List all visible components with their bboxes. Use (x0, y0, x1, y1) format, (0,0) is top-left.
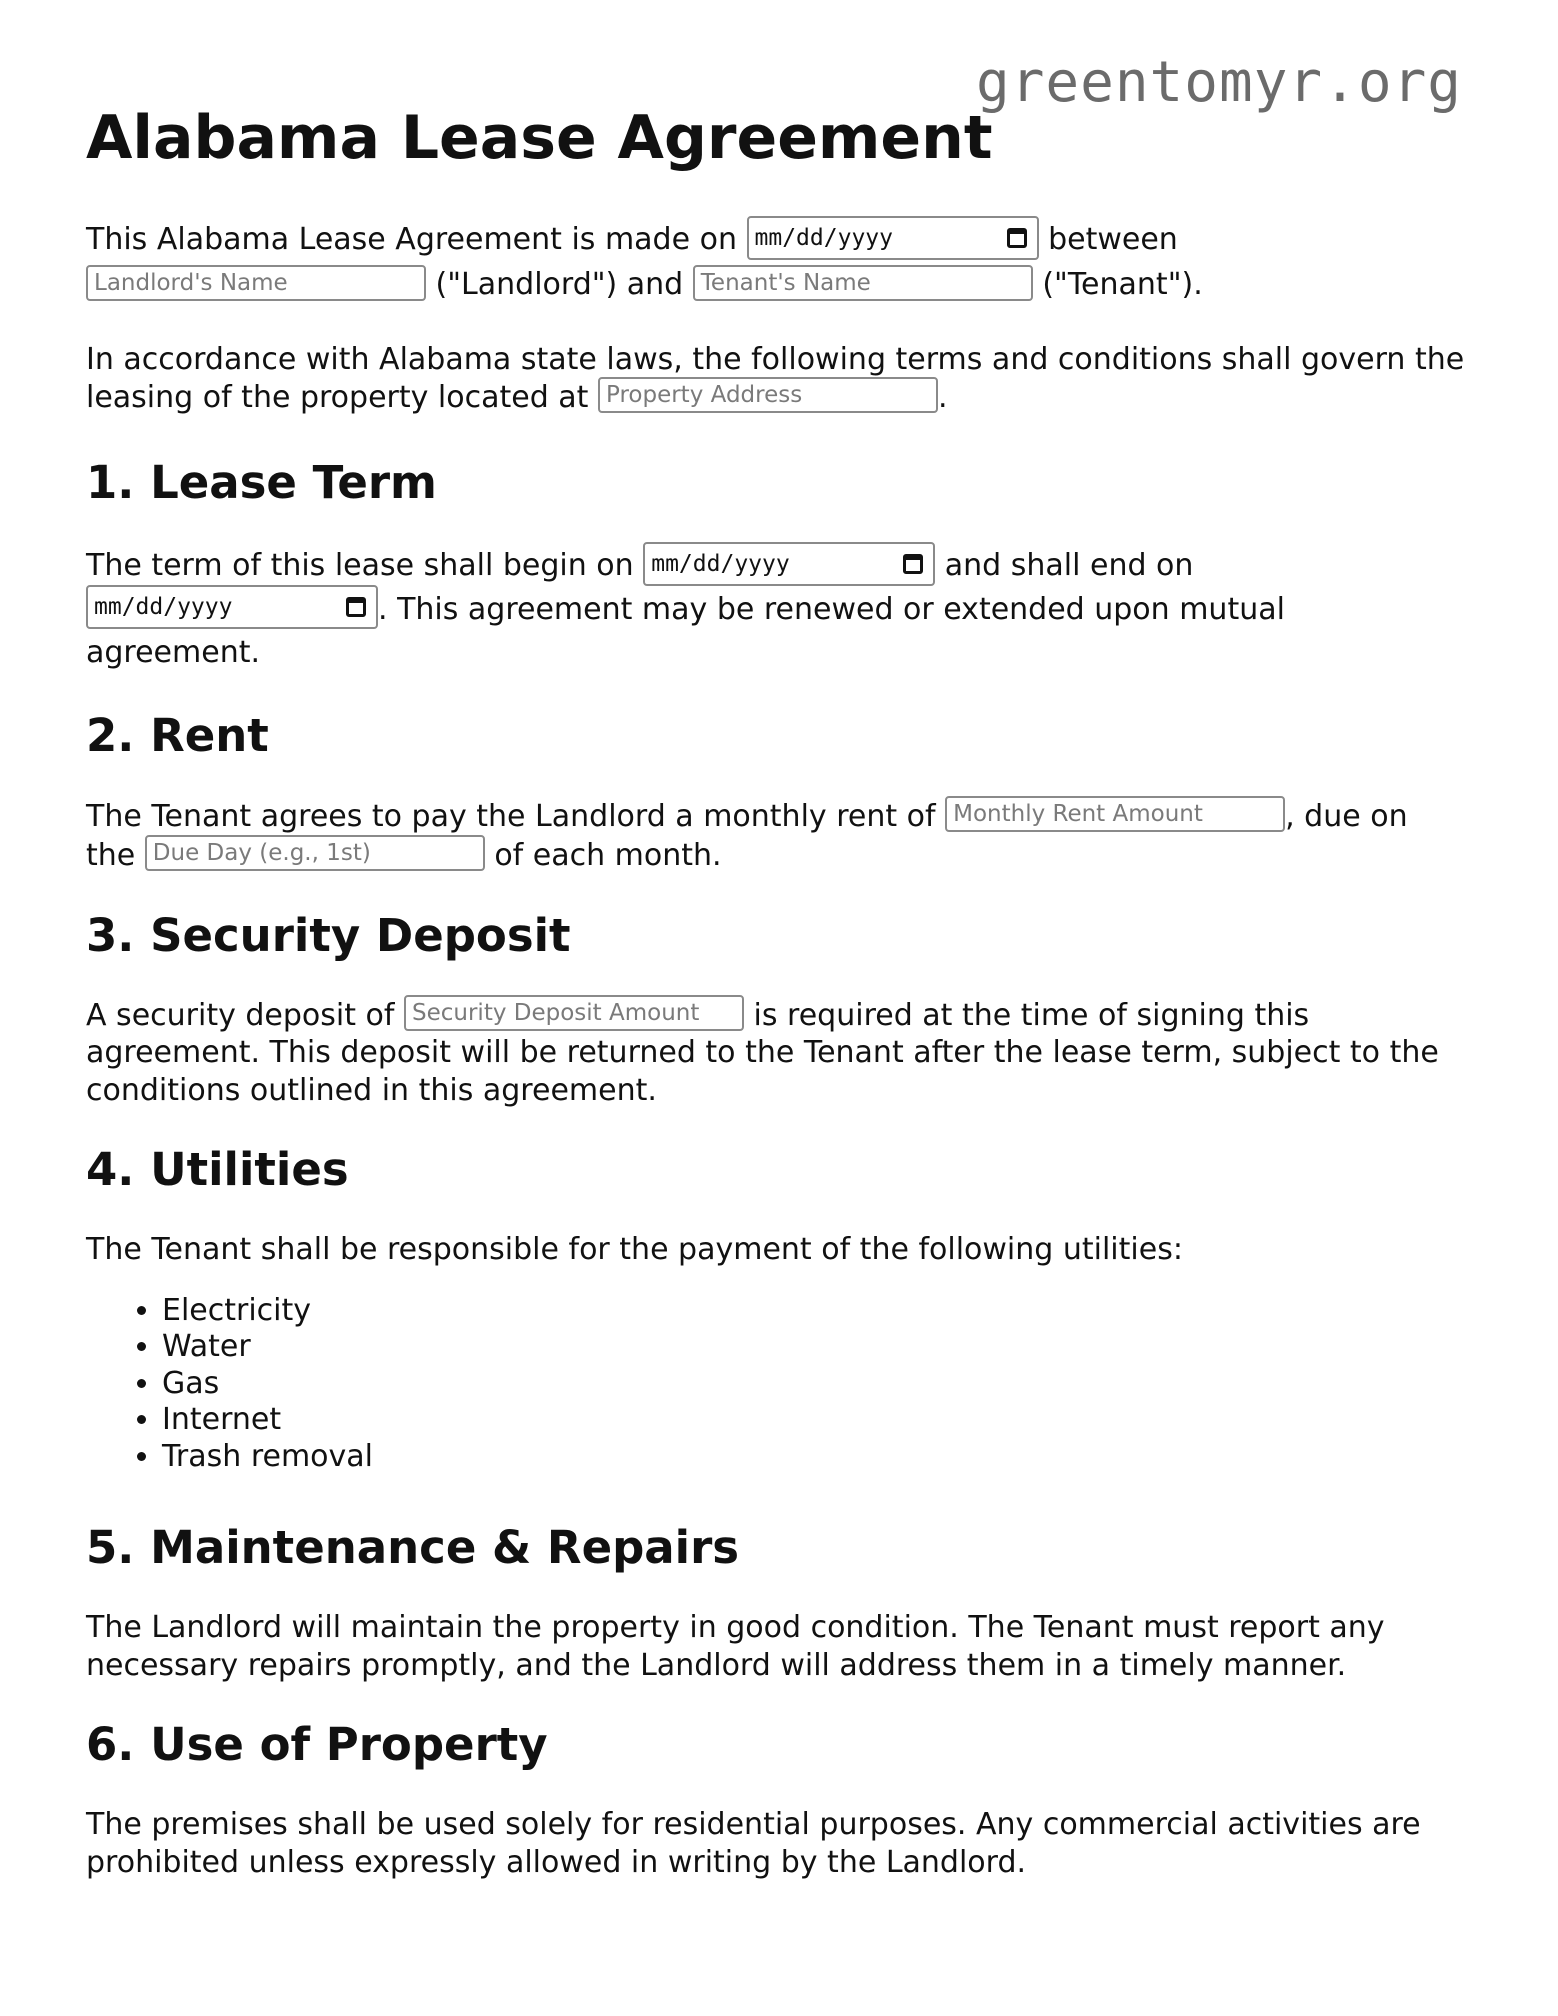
utilities-paragraph: The Tenant shall be responsible for the payment of the following utilities: (86, 1232, 1183, 1267)
deposit-text-2: is required at the time of signing this agreement. This deposit will be returned to the Tenant after the lease term, subject to the conditions outlined in this agreement. (86, 997, 1439, 1108)
agreement-date-input[interactable] (747, 216, 1039, 260)
rent-paragraph (86, 797, 1466, 875)
maintenance-paragraph: The Landlord will maintain the property in good condition. The Tenant must report any necessary repairs promptly, and the Landlord will address them in a timely manner. (86, 1610, 1385, 1683)
calendar-icon[interactable] (903, 554, 923, 574)
agreement-date-placeholder: mm/dd/yyyy (754, 224, 893, 251)
list-item: • Trash removal (162, 1439, 1466, 1476)
use-of-property-heading: 6. Use of Property (86, 1718, 548, 1772)
property-address-input[interactable]: Property Address (598, 377, 938, 413)
accordance-text-2: . (937, 379, 948, 415)
intro-text-3: ("Landlord") and (435, 267, 684, 302)
security-deposit-input[interactable]: Security Deposit Amount (404, 995, 744, 1031)
calendar-icon[interactable] (1007, 228, 1027, 248)
intro-paragraph (86, 217, 1466, 307)
accordance-paragraph (86, 341, 1466, 416)
rent-text-3: of each month. (494, 837, 722, 873)
list-item: • Gas (162, 1366, 1466, 1403)
rent-text-2: , due on the (86, 798, 1408, 873)
rent-text-1: The Tenant agrees to pay the Landlord a monthly rent of (86, 798, 936, 834)
lease-end-placeholder: mm/dd/yyyy (94, 594, 233, 620)
intro-text-2: between (1048, 222, 1178, 257)
calendar-icon[interactable] (346, 597, 366, 617)
list-item: • Water (162, 1329, 1466, 1366)
lease-term-heading: 1. Lease Term (86, 456, 437, 509)
landlord-name-input[interactable]: Landlord's Name (86, 265, 426, 301)
lease-term-paragraph (86, 544, 1466, 675)
lease-term-text-1: The term of this lease shall begin on (86, 548, 634, 583)
list-item: • Internet (162, 1402, 1466, 1439)
security-deposit-heading: 3. Security Deposit (86, 908, 571, 962)
site-watermark: greentomyr.org (975, 50, 1462, 115)
intro-text-4: ("Tenant"). (1042, 267, 1203, 302)
deposit-text-1: A security deposit of (86, 997, 395, 1033)
lease-document (86, 104, 1466, 1915)
maintenance-heading: 5. Maintenance & Repairs (86, 1521, 740, 1575)
lease-start-placeholder: mm/dd/yyyy (651, 550, 790, 577)
page-title: Alabama Lease Agreement (86, 103, 993, 173)
utilities-list (86, 1293, 1466, 1476)
monthly-rent-input[interactable]: Monthly Rent Amount (945, 796, 1285, 832)
security-deposit-paragraph (86, 997, 1466, 1110)
tenant-name-input[interactable]: Tenant's Name (693, 265, 1033, 301)
lease-term-text-3: . This agreement may be renewed or extended upon mutual agreement. (86, 591, 1285, 670)
intro-text-1: This Alabama Lease Agreement is made on (86, 222, 737, 257)
lease-term-text-2: and shall end on (944, 548, 1194, 583)
due-day-input[interactable]: Due Day (e.g., 1st) (145, 835, 485, 871)
lease-end-date-input[interactable] (86, 585, 378, 629)
accordance-text-1: In accordance with Alabama state laws, the following terms and conditions shall govern the leasing of the property located at (86, 342, 1465, 415)
utilities-heading: 4. Utilities (86, 1143, 349, 1196)
lease-start-date-input[interactable] (643, 542, 935, 586)
list-item: • Electricity (162, 1293, 1466, 1330)
use-of-property-paragraph: The premises shall be used solely for residential purposes. Any commercial activities are prohibited unless expressly allowed in writing by the Landlord. (86, 1807, 1421, 1880)
rent-heading: 2. Rent (86, 708, 269, 762)
